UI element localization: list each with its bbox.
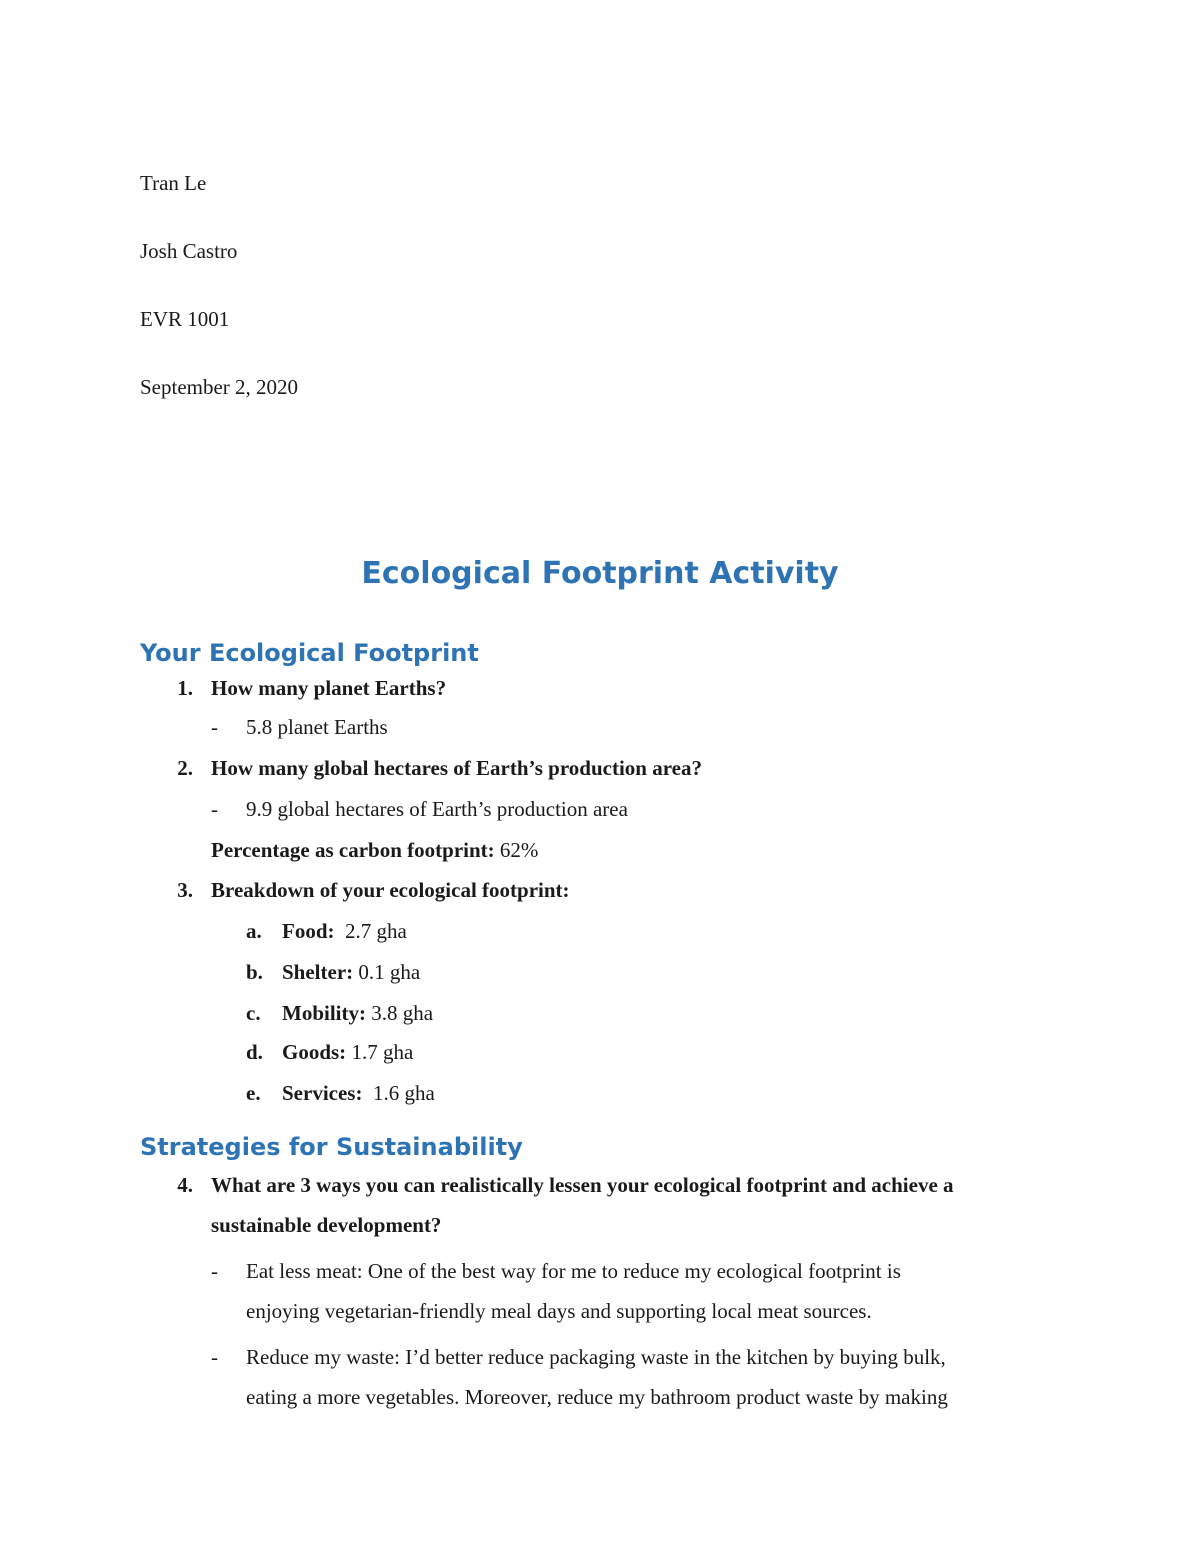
item-label: Food: bbox=[282, 919, 335, 943]
question-2: How many global hectares of Earth’s production area? bbox=[211, 756, 702, 780]
item-letter: b. bbox=[246, 960, 263, 984]
item-value: 2.7 gha bbox=[334, 919, 407, 943]
student-name: Tran Le bbox=[140, 171, 207, 195]
item-value: 1.6 gha bbox=[362, 1081, 435, 1105]
breakdown-goods bbox=[282, 1040, 413, 1065]
question-4-line-2: sustainable development? bbox=[211, 1213, 442, 1237]
question-number: 1. bbox=[177, 676, 193, 700]
course-code: EVR 1001 bbox=[140, 307, 230, 331]
strategy-2-line-1: Reduce my waste: I’d better reduce packaging waste in the kitchen by buying bulk, bbox=[246, 1345, 946, 1369]
page-title: Ecological Footprint Activity bbox=[361, 556, 839, 591]
question-number: 2. bbox=[177, 756, 193, 780]
dash-bullet: - bbox=[211, 1259, 218, 1283]
item-value: 0.1 gha bbox=[353, 960, 421, 984]
item-label: Goods: bbox=[282, 1040, 347, 1064]
answer-1: 5.8 planet Earths bbox=[246, 715, 388, 739]
breakdown-shelter bbox=[282, 960, 420, 985]
instructor-name: Josh Castro bbox=[140, 239, 238, 263]
item-label: Mobility: bbox=[282, 1001, 366, 1025]
question-4-line-1: What are 3 ways you can realistically lessen your ecological footprint and achieve a bbox=[211, 1173, 954, 1197]
item-letter: d. bbox=[246, 1040, 263, 1064]
item-value: 1.7 gha bbox=[346, 1040, 414, 1064]
breakdown-services bbox=[282, 1081, 435, 1106]
carbon-label: Percentage as carbon footprint: bbox=[211, 838, 495, 862]
question-number: 4. bbox=[177, 1173, 193, 1197]
carbon-value: 62% bbox=[494, 838, 539, 862]
question-number: 3. bbox=[177, 878, 193, 902]
date: September 2, 2020 bbox=[140, 375, 299, 399]
carbon-percentage bbox=[211, 838, 538, 863]
strategy-1-line-1: Eat less meat: One of the best way for me to reduce my ecological footprint is bbox=[246, 1259, 901, 1283]
item-value: 3.8 gha bbox=[366, 1001, 434, 1025]
dash-bullet: - bbox=[211, 715, 218, 739]
item-letter: c. bbox=[246, 1001, 261, 1025]
item-letter: e. bbox=[246, 1081, 261, 1105]
dash-bullet: - bbox=[211, 797, 218, 821]
section-heading-strategies: Strategies for Sustainability bbox=[140, 1133, 523, 1161]
question-3: Breakdown of your ecological footprint: bbox=[211, 878, 570, 902]
breakdown-mobility bbox=[282, 1001, 433, 1026]
strategy-2-line-2: eating a more vegetables. Moreover, reduce my bathroom product waste by making bbox=[246, 1385, 948, 1409]
breakdown-food bbox=[282, 919, 407, 944]
item-letter: a. bbox=[246, 919, 262, 943]
dash-bullet: - bbox=[211, 1345, 218, 1369]
item-label: Shelter: bbox=[282, 960, 354, 984]
answer-2: 9.9 global hectares of Earth’s production area bbox=[246, 797, 628, 821]
question-1: How many planet Earths? bbox=[211, 676, 447, 700]
strategy-1-line-2: enjoying vegetarian-friendly meal days and supporting local meat sources. bbox=[246, 1299, 872, 1323]
section-heading-footprint: Your Ecological Footprint bbox=[140, 639, 479, 667]
item-label: Services: bbox=[282, 1081, 363, 1105]
